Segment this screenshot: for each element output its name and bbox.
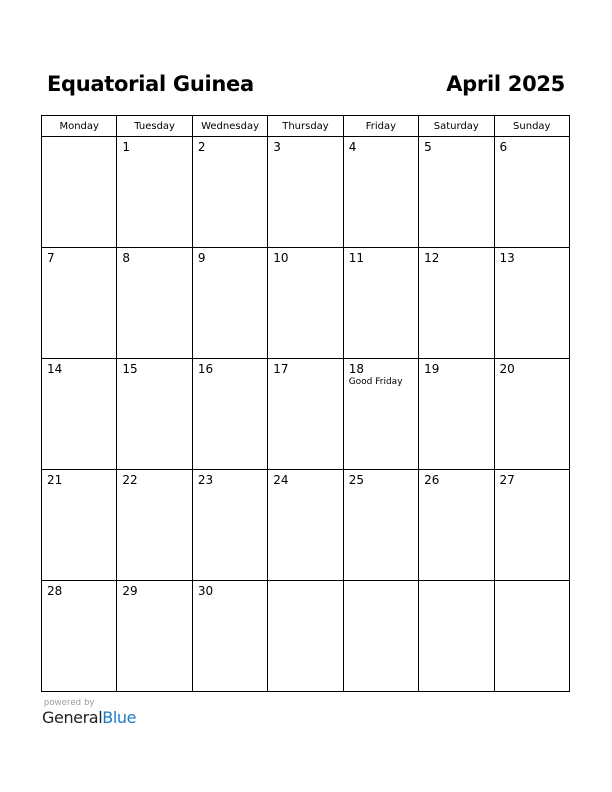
day-cell (268, 248, 343, 359)
day-cell (419, 248, 494, 359)
day-number: 29 (122, 584, 138, 598)
day-cell (268, 470, 343, 581)
day-number: 24 (273, 473, 289, 487)
day-number: 6 (499, 140, 508, 154)
footer-branding (42, 697, 136, 727)
week-row (42, 137, 570, 248)
day-cell (343, 137, 418, 248)
day-number: 28 (47, 584, 63, 598)
weekday-header: Wednesday (192, 116, 267, 137)
day-cell (268, 581, 343, 692)
day-cell (192, 359, 267, 470)
day-cell (117, 581, 192, 692)
day-number: 18 (348, 362, 364, 376)
day-cell (494, 137, 569, 248)
day-number: 17 (273, 362, 289, 376)
day-number: 15 (122, 362, 138, 376)
day-cell (42, 137, 117, 248)
day-number: 19 (424, 362, 440, 376)
day-cell (42, 359, 117, 470)
brand-general-text: General (42, 708, 103, 727)
day-cell (494, 470, 569, 581)
day-number: 13 (499, 251, 515, 265)
day-cell (343, 470, 418, 581)
weekday-header: Monday (42, 116, 117, 137)
day-cell (419, 359, 494, 470)
day-number: 1 (122, 140, 131, 154)
day-number: 9 (197, 251, 206, 265)
day-cell (419, 137, 494, 248)
day-number: 23 (197, 473, 214, 487)
day-number: 8 (122, 251, 131, 265)
day-number: 12 (424, 251, 440, 265)
day-cell (494, 359, 569, 470)
day-cell (117, 137, 192, 248)
day-cell (419, 470, 494, 581)
month-year-title: April 2025 (446, 72, 565, 96)
day-cell (268, 137, 343, 248)
day-number: 25 (348, 473, 364, 487)
week-row (42, 248, 570, 359)
day-number: 21 (47, 473, 63, 487)
weekday-header: Sunday (494, 116, 569, 137)
weekday-header: Tuesday (117, 116, 192, 137)
day-number: 5 (424, 140, 432, 154)
country-title: Equatorial Guinea (47, 72, 254, 96)
day-cell (192, 470, 267, 581)
day-cell (192, 581, 267, 692)
day-cell (42, 470, 117, 581)
day-cell (343, 248, 418, 359)
day-cell (42, 581, 117, 692)
day-cell (192, 248, 267, 359)
weekday-header: Saturday (419, 116, 494, 137)
day-cell (268, 359, 343, 470)
day-number: 2 (197, 140, 206, 154)
weekday-header: Thursday (268, 116, 343, 137)
holiday-label: Good Friday (348, 377, 403, 387)
day-number: 7 (47, 251, 55, 265)
day-number: 14 (47, 362, 63, 376)
day-number: 22 (122, 473, 138, 487)
day-number: 4 (348, 140, 357, 154)
week-row (42, 359, 570, 470)
day-number: 10 (273, 251, 289, 265)
day-cell (117, 248, 192, 359)
weekday-header-row (42, 116, 570, 137)
day-cell (117, 359, 192, 470)
day-number: 11 (348, 251, 364, 265)
day-cell (494, 581, 569, 692)
powered-by-text: powered by (44, 697, 95, 707)
day-cell (343, 359, 418, 470)
day-number: 20 (499, 362, 515, 376)
day-cell (494, 248, 569, 359)
day-number: 3 (273, 140, 281, 154)
generalblue-logo[interactable] (42, 708, 136, 727)
weekday-header: Friday (343, 116, 418, 137)
day-cell (117, 470, 192, 581)
day-cell (42, 248, 117, 359)
day-cell (419, 581, 494, 692)
brand-blue-text: Blue (102, 708, 137, 727)
day-number: 27 (499, 473, 515, 487)
day-number: 26 (424, 473, 440, 487)
day-cell (343, 581, 418, 692)
calendar-grid (41, 115, 570, 692)
week-row (42, 470, 570, 581)
day-number: 16 (197, 362, 214, 376)
week-row (42, 581, 570, 692)
day-cell (192, 137, 267, 248)
day-number: 30 (197, 584, 214, 598)
